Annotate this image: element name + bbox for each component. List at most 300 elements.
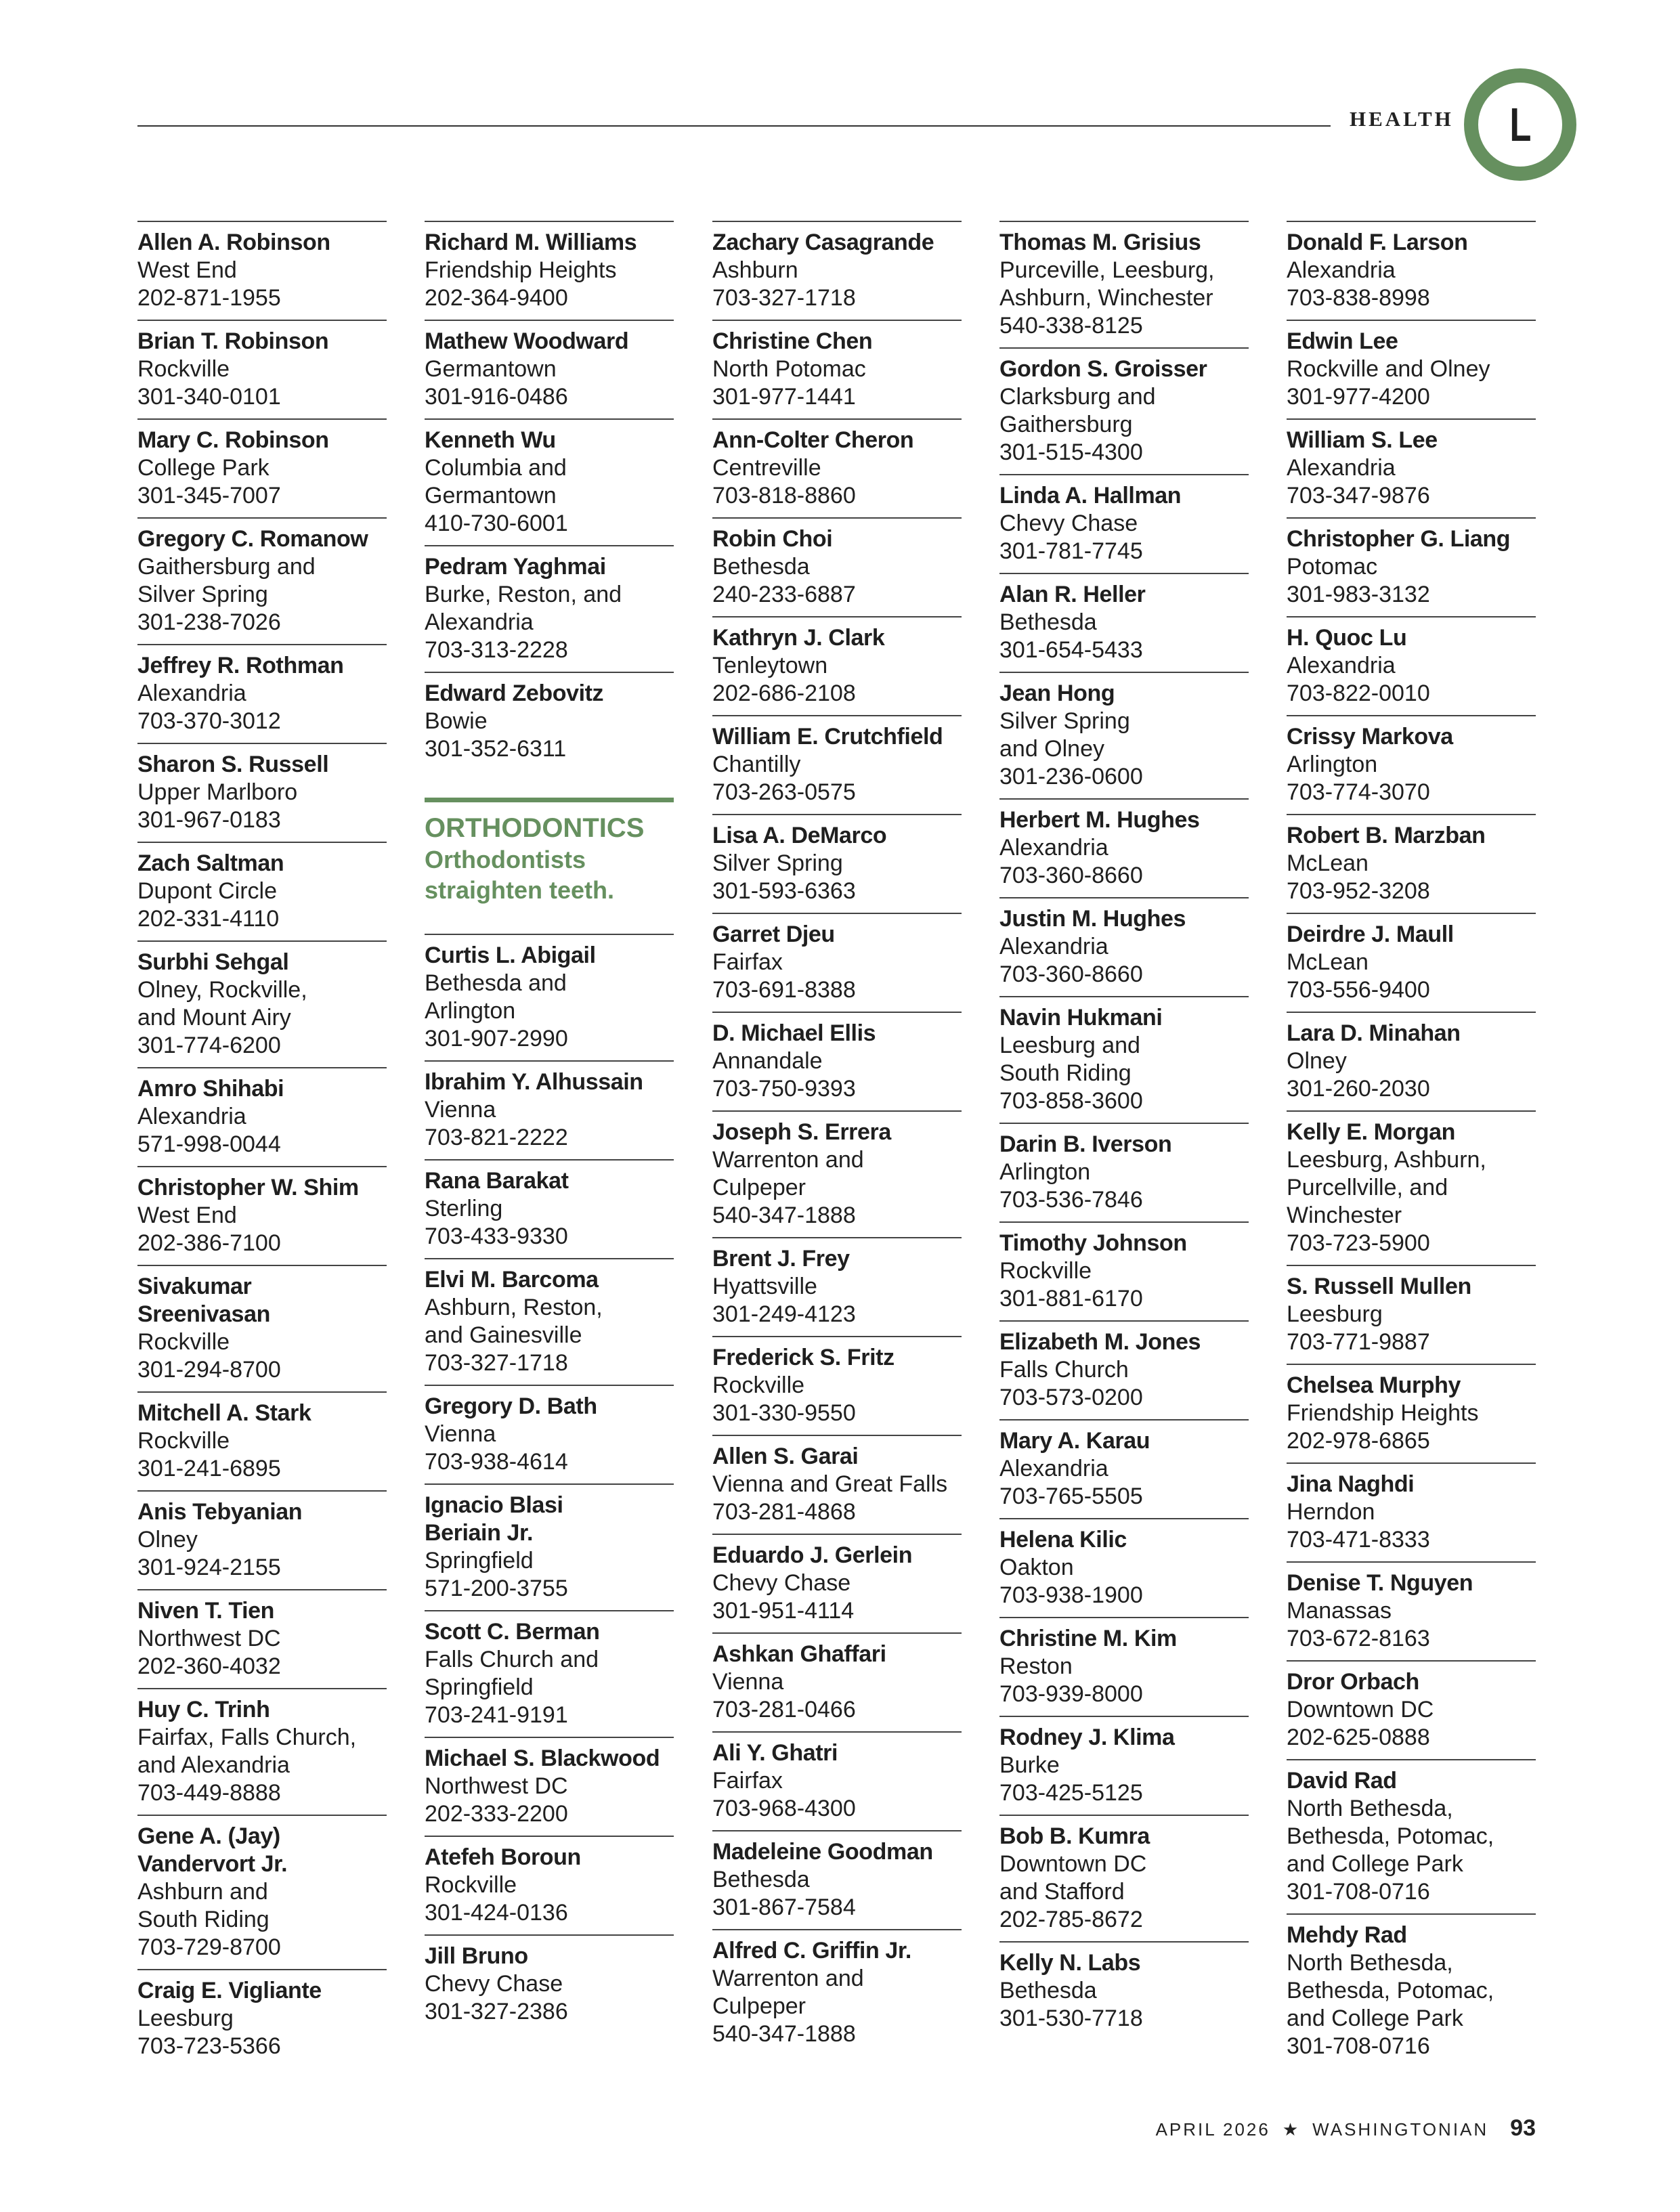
doctor-name: Scott C. Berman	[425, 1619, 600, 1645]
phone-number: 703-425-5125	[999, 1780, 1143, 1806]
location: Olney, Rockville,	[137, 977, 307, 1003]
location: Columbia and	[425, 455, 567, 481]
phone-number: 540-338-8125	[999, 313, 1143, 339]
location: Downtown DC	[999, 1851, 1147, 1877]
phone-number: 703-858-3600	[999, 1088, 1143, 1114]
directory-entry	[425, 1060, 674, 1159]
doctor-name: Thomas M. Grisius	[999, 230, 1201, 255]
phone-number: 571-200-3755	[425, 1576, 568, 1601]
directory-entry	[137, 221, 387, 320]
location: Bethesda	[712, 554, 810, 580]
doctor-name: Gregory C. Romanow	[137, 526, 368, 552]
doctor-name: Amro Shihabi	[137, 1076, 284, 1102]
location: Germantown	[425, 356, 557, 382]
location: Gaithersburg and	[137, 554, 316, 580]
location: Silver Spring	[137, 582, 268, 607]
doctor-name: Sivakumar	[137, 1274, 252, 1299]
location: Purceville, Leesburg,	[999, 257, 1215, 283]
directory-entry	[137, 1815, 387, 1969]
phone-number: 202-871-1955	[137, 285, 281, 311]
doctor-name: Niven T. Tien	[137, 1598, 275, 1624]
star-icon: ★	[1282, 2119, 1301, 2140]
phone-number: 301-294-8700	[137, 1357, 281, 1383]
doctor-name: Timothy Johnson	[999, 1230, 1187, 1256]
doctor-name: Lisa A. DeMarco	[712, 823, 887, 848]
directory-entry	[712, 1534, 962, 1632]
doctor-name: Ali Y. Ghatri	[712, 1740, 838, 1766]
phone-number: 301-515-4300	[999, 439, 1143, 465]
directory-entry	[1287, 913, 1536, 1012]
doctor-name: Gregory D. Bath	[425, 1393, 597, 1419]
location: Ashburn, Winchester	[999, 285, 1213, 311]
doctor-name: Mathew Woodward	[425, 328, 629, 354]
directory-entry	[712, 715, 962, 814]
phone-number: 301-340-0101	[137, 384, 281, 410]
directory-entry	[1287, 1265, 1536, 1364]
location: Hyattsville	[712, 1274, 817, 1299]
location: Centreville	[712, 455, 821, 481]
phone-number: 202-386-7100	[137, 1230, 281, 1256]
location: and Alexandria	[137, 1752, 290, 1778]
phone-number: 703-281-4868	[712, 1499, 856, 1525]
directory-entry	[137, 1166, 387, 1265]
phone-number: 301-967-0183	[137, 807, 281, 833]
doctor-name: Michael S. Blackwood	[425, 1745, 660, 1771]
phone-number: 703-952-3208	[1287, 878, 1430, 904]
location: Alexandria	[425, 609, 534, 635]
phone-number: 301-352-6311	[425, 736, 567, 762]
directory-entry	[425, 1159, 674, 1258]
location: Vienna	[712, 1669, 784, 1695]
phone-number: 703-938-4614	[425, 1449, 568, 1475]
phone-number: 703-968-4300	[712, 1796, 856, 1821]
phone-number: 703-360-8660	[999, 863, 1143, 888]
phone-number: 301-781-7745	[999, 538, 1143, 564]
location: Falls Church	[999, 1357, 1129, 1383]
directory-entry	[712, 1929, 962, 2056]
directory-entry	[999, 897, 1249, 996]
doctor-name: Herbert M. Hughes	[999, 807, 1200, 833]
section-title: ORTHODONTICS	[425, 813, 645, 843]
location: Arlington	[1287, 752, 1378, 777]
directory-entry	[712, 320, 962, 418]
location: Warrenton and	[712, 1147, 864, 1173]
phone-number: 301-260-2030	[1287, 1076, 1430, 1102]
location: Rockville	[425, 1872, 517, 1898]
location: Chantilly	[712, 752, 801, 777]
phone-number: 202-331-4110	[137, 906, 280, 932]
location: Winchester	[1287, 1202, 1402, 1228]
phone-number: 301-330-9550	[712, 1400, 856, 1426]
phone-number: 301-977-1441	[712, 384, 856, 410]
phone-number: 703-536-7846	[999, 1187, 1143, 1213]
section-subtitle: Orthodontists straighten teeth.	[425, 846, 615, 904]
location: Alexandria	[999, 934, 1108, 959]
phone-number: 301-774-6200	[137, 1033, 281, 1058]
doctor-name: Dror Orbach	[1287, 1669, 1419, 1695]
directory-entry	[137, 1490, 387, 1589]
doctor-name: Pedram Yaghmai	[425, 554, 606, 580]
phone-number: 703-774-3070	[1287, 779, 1430, 805]
phone-number: 703-723-5900	[1287, 1230, 1430, 1256]
location: Rockville and Olney	[1287, 356, 1490, 382]
location: Fairfax	[712, 1768, 783, 1794]
location: Fairfax	[712, 949, 783, 975]
doctor-name: Zach Saltman	[137, 850, 284, 876]
directory-entry	[999, 1123, 1249, 1221]
doctor-name: Justin M. Hughes	[999, 906, 1186, 932]
directory-entry	[425, 1258, 674, 1385]
directory-entry	[425, 1610, 674, 1737]
doctor-name: Sharon S. Russell	[137, 752, 329, 777]
doctor-name: Huy C. Trinh	[137, 1697, 270, 1722]
directory-entry	[1287, 320, 1536, 418]
location: Oakton	[999, 1555, 1074, 1580]
location: West End	[137, 1202, 237, 1228]
location: Arlington	[425, 998, 516, 1024]
doctor-name: Atefeh Boroun	[425, 1844, 581, 1870]
doctor-name: Ignacio Blasi	[425, 1492, 563, 1518]
location: McLean	[1287, 949, 1369, 975]
directory-entry	[1287, 1364, 1536, 1462]
directory-entry	[712, 1110, 962, 1237]
doctor-name: Ibrahim Y. Alhussain	[425, 1069, 643, 1095]
phone-number: 301-238-7026	[137, 609, 281, 635]
location: and Gainesville	[425, 1322, 582, 1348]
section-rule	[425, 798, 674, 802]
phone-number: 703-939-8000	[999, 1681, 1143, 1707]
location: South Riding	[137, 1907, 270, 1932]
location: Springfield	[425, 1674, 534, 1700]
directory-entry	[137, 517, 387, 644]
directory-entry	[999, 474, 1249, 573]
doctor-name: Jina Naghdi	[1287, 1471, 1415, 1497]
phone-number: 703-360-8660	[999, 961, 1143, 987]
phone-number: 202-978-6865	[1287, 1428, 1430, 1454]
phone-number: 202-333-2200	[425, 1801, 568, 1827]
phone-number: 301-881-6170	[999, 1286, 1143, 1311]
doctor-name: Kelly E. Morgan	[1287, 1119, 1456, 1145]
doctor-name: Zachary Casagrande	[712, 230, 934, 255]
directory-column	[999, 221, 1249, 2040]
doctor-name: Edward Zebovitz	[425, 680, 604, 706]
phone-number: 240-233-6887	[712, 582, 856, 607]
location: Vienna and Great Falls	[712, 1471, 948, 1497]
doctor-name: Deirdre J. Maull	[1287, 921, 1454, 947]
directory-entry	[425, 320, 674, 418]
directory-entry	[1287, 1660, 1536, 1759]
directory-entry	[425, 1836, 674, 1934]
location: Burke	[999, 1752, 1060, 1778]
phone-number: 301-654-5433	[999, 637, 1143, 663]
location: Vienna	[425, 1421, 496, 1447]
phone-number: 703-281-0466	[712, 1697, 856, 1722]
location: Leesburg	[137, 2005, 234, 2031]
doctor-name: D. Michael Ellis	[712, 1020, 876, 1046]
location: Fairfax, Falls Church,	[137, 1725, 357, 1750]
location: Alexandria	[999, 1456, 1108, 1481]
location: Tenleytown	[712, 653, 828, 678]
phone-number: 301-249-4123	[712, 1301, 856, 1327]
header-rule	[137, 125, 1331, 127]
doctor-name: Jeffrey R. Rothman	[137, 653, 344, 678]
doctor-name: H. Quoc Lu	[1287, 625, 1407, 651]
phone-number: 703-313-2228	[425, 637, 568, 663]
phone-number: 301-983-3132	[1287, 582, 1430, 607]
page-number: 93	[1510, 2115, 1536, 2141]
page-footer	[1156, 2115, 1536, 2142]
badge-letter: L	[1509, 98, 1532, 151]
location: North Potomac	[712, 356, 866, 382]
location: Warrenton and	[712, 1966, 864, 1991]
location: West End	[137, 257, 237, 283]
location: Annandale	[712, 1048, 823, 1074]
location: Friendship Heights	[425, 257, 617, 283]
location: Sterling	[425, 1196, 503, 1221]
letter-badge	[1464, 68, 1576, 181]
location: Bethesda and	[425, 970, 567, 996]
phone-number: 301-951-4114	[712, 1598, 855, 1624]
location: Leesburg and	[999, 1033, 1140, 1058]
directory-entry	[425, 545, 674, 672]
phone-number: 703-327-1718	[712, 285, 856, 311]
doctor-name: Gordon S. Groisser	[999, 356, 1207, 382]
directory-entry	[712, 814, 962, 913]
directory-entry	[999, 1815, 1249, 1941]
phone-number: 301-327-2386	[425, 1999, 568, 2024]
location: Rockville	[137, 1428, 230, 1454]
doctor-name: Ashkan Ghaffari	[712, 1641, 886, 1667]
phone-number: 301-708-0716	[1287, 2033, 1430, 2059]
doctor-name: Christopher W. Shim	[137, 1175, 359, 1200]
directory-entry	[1287, 814, 1536, 913]
location: Chevy Chase	[425, 1971, 563, 1997]
directory-entry	[712, 1336, 962, 1435]
directory-entry	[137, 418, 387, 517]
directory-entry	[999, 1941, 1249, 2040]
location: North Bethesda,	[1287, 1796, 1453, 1821]
directory-entry	[1287, 616, 1536, 715]
location: Chevy Chase	[999, 511, 1138, 536]
doctor-name: Christopher G. Liang	[1287, 526, 1511, 552]
location: Rockville	[999, 1258, 1092, 1284]
directory-entry	[999, 221, 1249, 347]
directory-entry	[999, 996, 1249, 1123]
directory-entry	[999, 1320, 1249, 1419]
directory-entry	[1287, 1913, 1536, 2068]
location: Alexandria	[1287, 653, 1396, 678]
location: Olney	[1287, 1048, 1347, 1074]
location: Bowie	[425, 708, 488, 734]
directory-entry	[712, 1435, 962, 1534]
directory-entry	[712, 1830, 962, 1929]
doctor-name: Gene A. (Jay)	[137, 1823, 280, 1849]
location: Bethesda, Potomac,	[1287, 1823, 1494, 1849]
phone-number: 703-765-5505	[999, 1483, 1143, 1509]
directory-entry	[712, 1237, 962, 1336]
phone-number: 703-556-9400	[1287, 977, 1430, 1003]
directory-column	[1287, 221, 1536, 2068]
location: Alexandria	[1287, 257, 1396, 283]
doctor-name: Crissy Markova	[1287, 724, 1453, 750]
location: Ashburn and	[137, 1879, 268, 1905]
phone-number: 301-867-7584	[712, 1894, 856, 1920]
phone-number: 301-907-2990	[425, 1026, 568, 1051]
location: Ashburn	[712, 257, 798, 283]
location: Bethesda	[712, 1867, 810, 1892]
phone-number: 410-730-6001	[425, 511, 568, 536]
doctor-name: Alfred C. Griffin Jr.	[712, 1938, 911, 1964]
phone-number: 703-573-0200	[999, 1385, 1143, 1410]
section-header-orthodontics	[425, 798, 674, 905]
doctor-name: Darin B. Iverson	[999, 1131, 1172, 1157]
doctor-name: Surbhi Sehgal	[137, 949, 289, 975]
directory-entry	[999, 1716, 1249, 1815]
phone-number: 301-593-6363	[712, 878, 856, 904]
directory-entry	[425, 1934, 674, 2033]
phone-number: 703-241-9191	[425, 1702, 568, 1728]
directory-entry	[712, 418, 962, 517]
phone-number: 703-370-3012	[137, 708, 281, 734]
directory-entry	[425, 934, 674, 1060]
doctor-name: Alan R. Heller	[999, 582, 1146, 607]
phone-number: 301-708-0716	[1287, 1879, 1430, 1905]
directory-entry	[425, 672, 674, 771]
phone-number: 202-686-2108	[712, 680, 856, 706]
doctor-name: William E. Crutchfield	[712, 724, 943, 750]
directory-entry	[425, 1737, 674, 1836]
directory-entry	[137, 940, 387, 1067]
doctor-name: Robin Choi	[712, 526, 833, 552]
directory-entry	[137, 1688, 387, 1815]
location: and Mount Airy	[137, 1005, 291, 1031]
directory-entry	[999, 347, 1249, 474]
directory-entry	[137, 320, 387, 418]
location: and Stafford	[999, 1879, 1125, 1905]
phone-number: 703-818-8860	[712, 483, 856, 508]
doctor-name: Brent J. Frey	[712, 1246, 850, 1272]
phone-number: 703-263-0575	[712, 779, 856, 805]
directory-entry	[712, 1731, 962, 1830]
doctor-name: Kelly N. Labs	[999, 1950, 1141, 1976]
directory-entry	[137, 743, 387, 842]
directory-entry	[137, 842, 387, 940]
directory-entry	[137, 1067, 387, 1166]
location: Arlington	[999, 1159, 1091, 1185]
location: Clarksburg and	[999, 384, 1156, 410]
footer-issue: APRIL 2026	[1155, 2119, 1270, 2140]
phone-number: 540-347-1888	[712, 1202, 856, 1228]
directory-entry	[999, 1617, 1249, 1716]
doctor-name: Craig E. Vigliante	[137, 1978, 322, 2003]
phone-number: 301-530-7718	[999, 2005, 1143, 2031]
phone-number: 703-672-8163	[1287, 1626, 1430, 1651]
directory-entry	[999, 573, 1249, 672]
section-label: HEALTH	[1350, 107, 1454, 131]
location: and College Park	[1287, 1851, 1463, 1877]
location: Northwest DC	[137, 1626, 281, 1651]
directory-entry	[1287, 517, 1536, 616]
doctor-name: Christine M. Kim	[999, 1626, 1177, 1651]
directory-column	[712, 221, 962, 2056]
doctor-name: Elvi M. Barcoma	[425, 1267, 599, 1293]
location: Germantown	[425, 483, 557, 508]
footer-magazine: WASHINGTONIAN	[1312, 2119, 1489, 2140]
directory-entry	[1287, 1462, 1536, 1561]
directory-entry	[712, 1012, 962, 1110]
directory-entry	[999, 1221, 1249, 1320]
doctor-name: Eduardo J. Gerlein	[712, 1542, 913, 1568]
phone-number: 301-345-7007	[137, 483, 281, 508]
phone-number: 703-821-2222	[425, 1125, 568, 1150]
location: McLean	[1287, 850, 1369, 876]
directory-entry	[1287, 1759, 1536, 1913]
location: Culpeper	[712, 1175, 806, 1200]
phone-number: 703-771-9887	[1287, 1329, 1430, 1355]
directory-entry	[1287, 1110, 1536, 1265]
doctor-name: Bob B. Kumra	[999, 1823, 1150, 1849]
phone-number: 202-364-9400	[425, 285, 568, 311]
directory-entry	[425, 1483, 674, 1610]
location: Chevy Chase	[712, 1570, 851, 1596]
location: Manassas	[1287, 1598, 1392, 1624]
location: South Riding	[999, 1060, 1132, 1086]
directory-column	[137, 221, 387, 2068]
location: Ashburn, Reston,	[425, 1295, 603, 1320]
directory-entry	[999, 1419, 1249, 1518]
doctor-name: Beriain Jr.	[425, 1520, 534, 1546]
location: Bethesda	[999, 609, 1097, 635]
directory-entry	[425, 418, 674, 545]
location: Bethesda, Potomac,	[1287, 1978, 1494, 2003]
directory-entry	[999, 672, 1249, 798]
directory-entry	[712, 221, 962, 320]
directory-entry	[712, 517, 962, 616]
location: Alexandria	[137, 680, 246, 706]
location: College Park	[137, 455, 270, 481]
doctor-name: Rodney J. Klima	[999, 1725, 1175, 1750]
phone-number: 703-327-1718	[425, 1350, 568, 1376]
phone-number: 703-938-1900	[999, 1582, 1143, 1608]
location: Northwest DC	[425, 1773, 568, 1799]
doctor-name: S. Russell Mullen	[1287, 1274, 1471, 1299]
phone-number: 703-691-8388	[712, 977, 856, 1003]
doctor-name: Chelsea Murphy	[1287, 1372, 1461, 1398]
location: Olney	[137, 1527, 198, 1553]
doctor-name: Sreenivasan	[137, 1301, 270, 1327]
doctor-name: Mary A. Karau	[999, 1428, 1150, 1454]
phone-number: 703-347-9876	[1287, 483, 1430, 508]
directory-entry	[1287, 221, 1536, 320]
doctor-name: Allen A. Robinson	[137, 230, 330, 255]
doctor-name: Donald F. Larson	[1287, 230, 1468, 255]
doctor-name: Garret Djeu	[712, 921, 835, 947]
doctor-name: Ann-Colter Cheron	[712, 427, 914, 453]
doctor-name: Denise T. Nguyen	[1287, 1570, 1473, 1596]
location: Leesburg, Ashburn,	[1287, 1147, 1486, 1173]
directory-entry	[137, 1589, 387, 1688]
directory-entry	[712, 616, 962, 715]
doctor-name: Rana Barakat	[425, 1168, 569, 1194]
location: North Bethesda,	[1287, 1950, 1453, 1976]
location: Silver Spring	[999, 708, 1130, 734]
location: Rockville	[712, 1372, 805, 1398]
doctor-name: David Rad	[1287, 1768, 1397, 1794]
doctor-name: Curtis L. Abigail	[425, 942, 596, 968]
doctor-name: Richard M. Williams	[425, 230, 637, 255]
location: Rockville	[137, 356, 230, 382]
doctor-name: Edwin Lee	[1287, 328, 1398, 354]
